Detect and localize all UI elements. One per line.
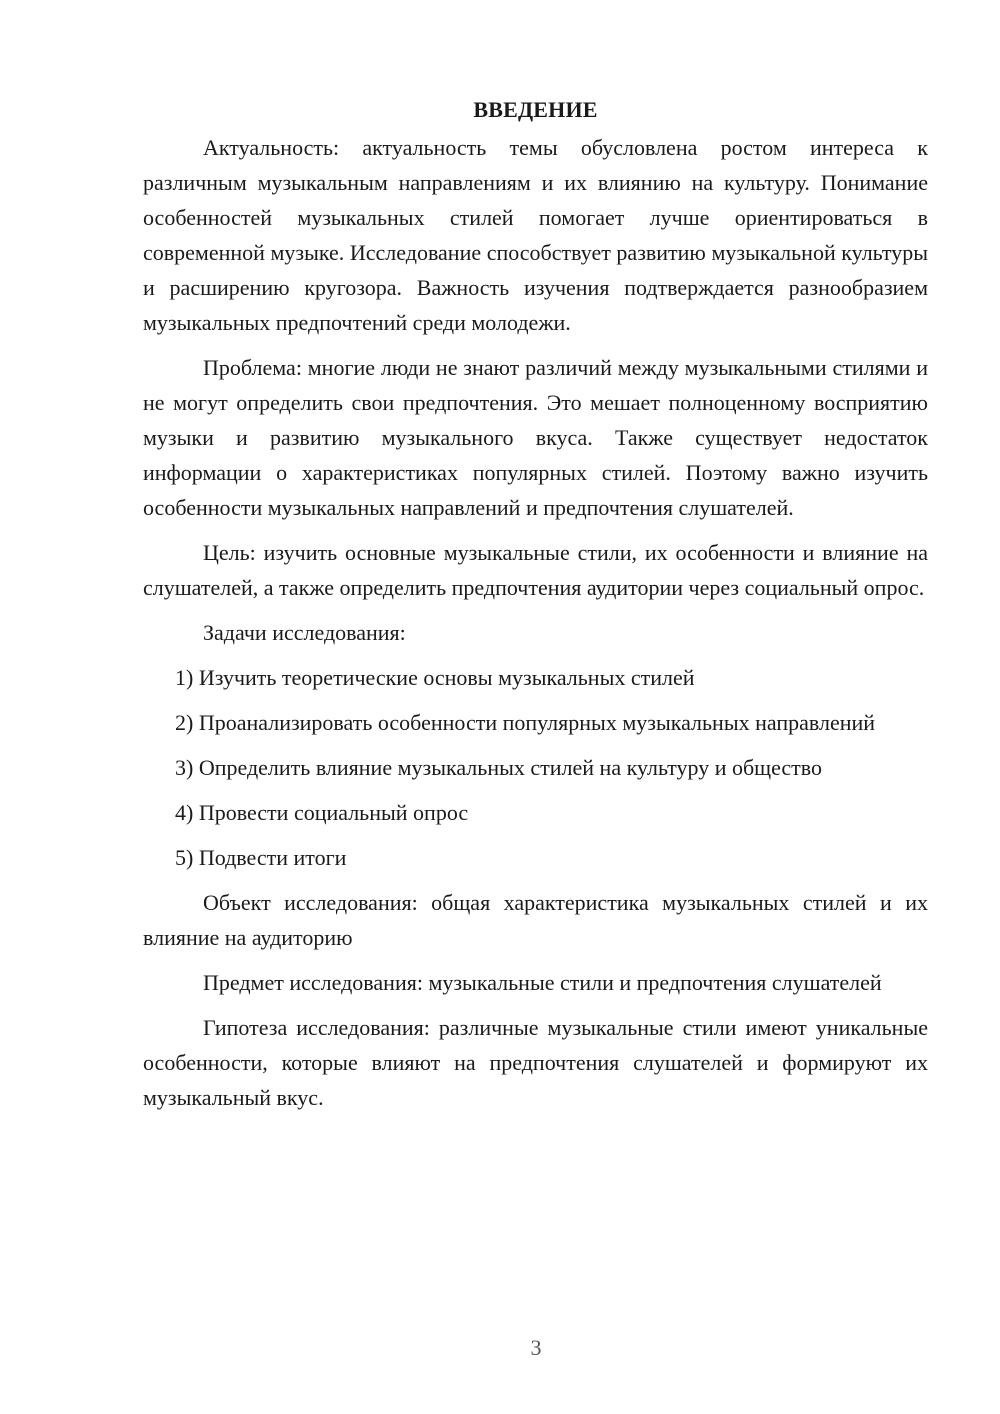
task-item-3: 3) Определить влияние музыкальных стилей на культуру и общество (175, 755, 823, 780)
goal-paragraph: Цель: изучить основные музыкальные стили, их особенности и влияние на слушателей, а также определить предпочтения аудитории через социальный опрос. (143, 540, 928, 600)
hypothesis-paragraph: Гипотеза исследования: различные музыкальные стили имеют уникальные особенности, которые влияют на предпочтения слушателей и формируют их музыкальный вкус. (143, 1015, 928, 1110)
task-item-4: 4) Провести социальный опрос (175, 800, 469, 825)
relevance-paragraph: Актуальность: актуальность темы обусловлена ростом интереса к различным музыкальным направлениям и их влиянию на культуру. Понимание особенностей музыкальных стилей помогает лучше ориентироваться в современной музыке. Исследование способствует развитию музыкальной культуры и расширению кругозора. Важность изучения подтверждается разнообразием музыкальных предпочтений среди молодежи. (143, 135, 928, 335)
document-page (143, 92, 928, 1125)
object-paragraph: Объект исследования: общая характеристика музыкальных стилей и их влияние на аудиторию (143, 890, 928, 950)
task-item-2: 2) Проанализировать особенности популярных музыкальных направлений (175, 710, 876, 735)
task-item-5: 5) Подвести итоги (175, 845, 347, 870)
task-item-1: 1) Изучить теоретические основы музыкальных стилей (175, 665, 695, 690)
section-title: ВВЕДЕНИЕ (473, 97, 598, 122)
tasks-heading: Задачи исследования: (203, 620, 406, 645)
page-number: 3 (530, 1335, 542, 1360)
problem-paragraph: Проблема: многие люди не знают различий между музыкальными стилями и не могут определить свои предпочтения. Это мешает полноценному восприятию музыки и развитию музыкального вкуса. Также существует недостаток информации о характеристиках популярных стилей. Поэтому важно изучить особенности музыкальных направлений и предпочтения слушателей. (143, 355, 928, 520)
subject-paragraph: Предмет исследования: музыкальные стили и предпочтения слушателей (203, 970, 882, 995)
